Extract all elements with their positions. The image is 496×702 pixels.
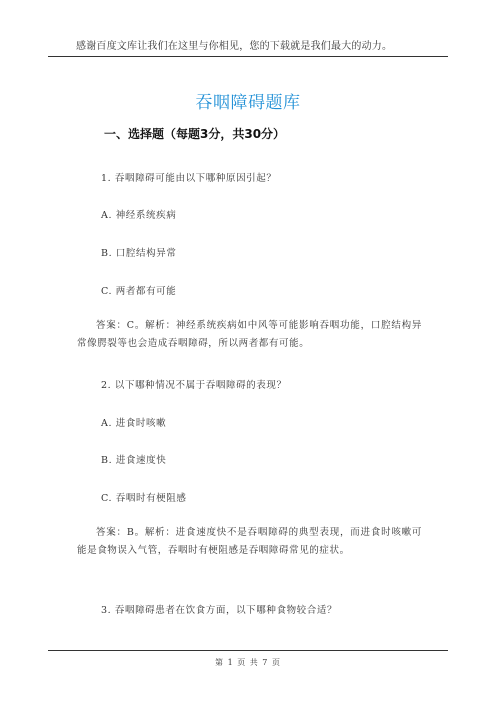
- question-2-stem: 2. 以下哪种情况不属于吞咽障碍的表现？: [101, 380, 287, 391]
- question-3-stem: 3. 吞咽障碍患者在饮食方面，以下哪种食物较合适？: [101, 605, 338, 616]
- header-note: 感谢百度文库让我们在这里与你相见，您的下载就是我们最大的动力。: [76, 41, 393, 52]
- header-divider: [48, 56, 448, 57]
- question-2-option-a: A. 进食时咳嗽: [101, 418, 167, 429]
- question-2-option-c: C. 吞咽时有梗阻感: [101, 493, 187, 504]
- page-number: 第 1 页 共 7 页: [215, 658, 281, 667]
- page-title: 吞咽障碍题库: [195, 93, 301, 113]
- question-1-answer: 答案：C。解析：神经系统疾病如中风等可能影响吞咽功能，口腔结构异常像腭裂等也会造成吞咽障碍，所以两者都有可能。: [77, 320, 422, 349]
- question-1-stem: 1. 吞咽障碍可能由以下哪种原因引起？: [101, 173, 277, 184]
- question-2-option-b: B. 进食速度快: [101, 455, 167, 466]
- question-1-option-a: A. 神经系统疾病: [101, 210, 177, 221]
- question-2-answer: 答案：B。解析：进食速度快不是吞咽障碍的典型表现，而进食时咳嗽可能是食物误入气管，吞咽时有梗阻感是吞咽障碍常见的症状。: [77, 527, 422, 556]
- footer-divider: [48, 650, 448, 651]
- question-1-option-b: B. 口腔结构异常: [101, 248, 177, 259]
- section-heading: 一、选择题（每题3分，共30分）: [104, 127, 286, 141]
- question-1-option-c: C. 两者都有可能: [101, 286, 177, 297]
